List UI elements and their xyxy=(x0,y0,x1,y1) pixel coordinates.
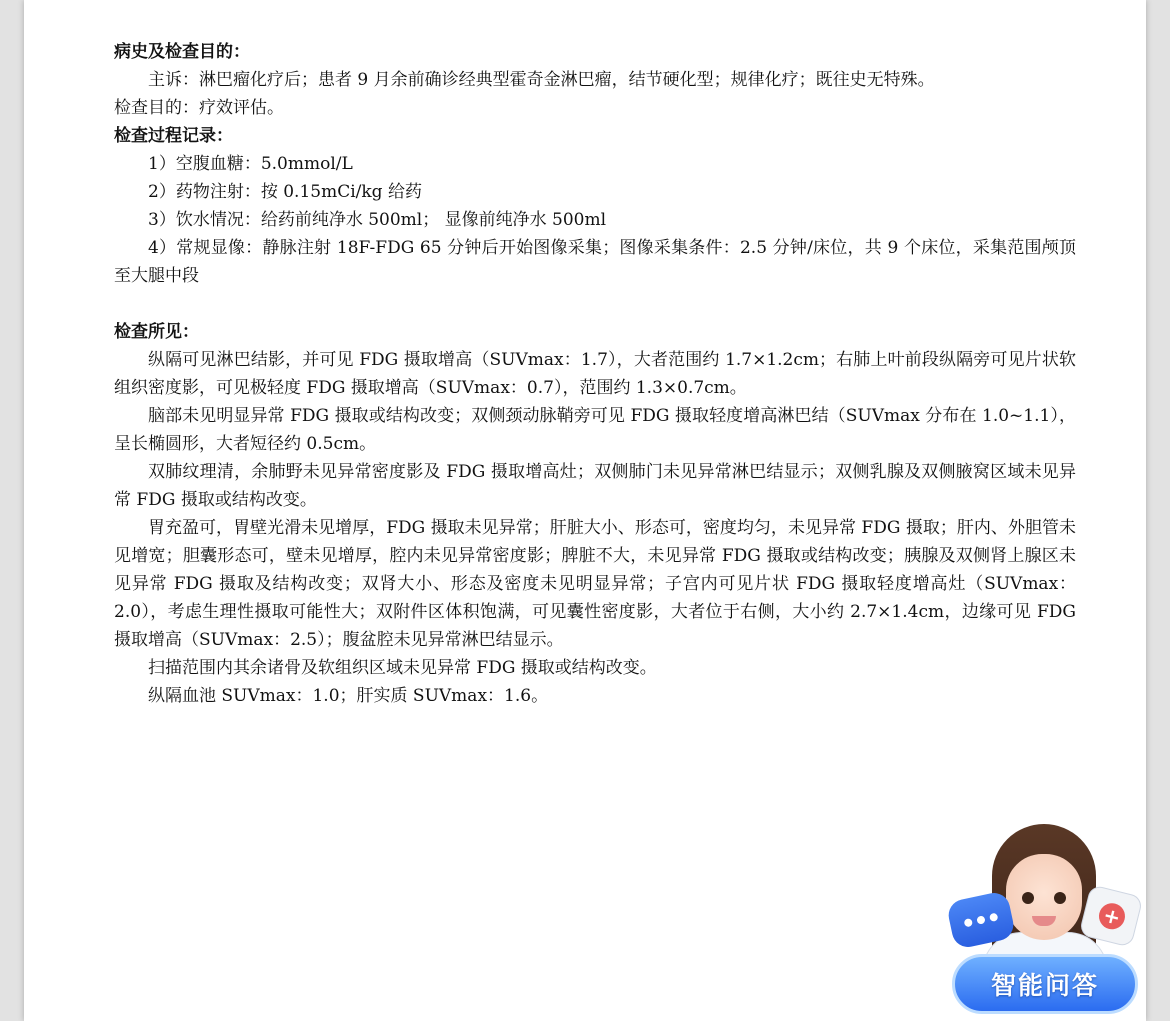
findings-paragraph: 脑部未见明显异常 FDG 摄取或结构改变；双侧颈动脉鞘旁可见 FDG 摄取轻度增高淋巴结（SUVmax 分布在 1.0~1.1），呈长椭圆形，大者短径约 0.5cm。 xyxy=(114,406,1076,454)
bubble-dot xyxy=(964,918,973,927)
procedure-item: 3）饮水情况：给药前纯净水 500ml； 显像前纯净水 500ml xyxy=(148,210,607,230)
chief-complaint: 主诉：淋巴瘤化疗后；患者 9 月余前确诊经典型霍奇金淋巴瘤，结节硬化型；规律化疗；既往史无特殊。 xyxy=(148,70,935,90)
smart-qa-button[interactable]: 智能问答 xyxy=(952,954,1138,1014)
findings-paragraph: 双肺纹理清，余肺野未见异常密度影及 FDG 摄取增高灶；双侧肺门未见异常淋巴结显示；双侧乳腺及双侧腋窝区域未见异常 FDG 摄取或结构改变。 xyxy=(114,462,1076,510)
findings-paragraph: 扫描范围内其余诸骨及软组织区域未见异常 FDG 摄取或结构改变。 xyxy=(148,658,657,678)
procedure-heading: 检查过程记录： xyxy=(114,126,233,146)
procedure-item: 2）药物注射：按 0.15mCi/kg 给药 xyxy=(148,182,422,202)
findings-paragraph: 纵隔血池 SUVmax：1.0；肝实质 SUVmax：1.6。 xyxy=(148,686,549,706)
eye-icon xyxy=(1054,892,1066,904)
bubble-dot xyxy=(976,915,985,924)
findings-body xyxy=(114,346,1076,710)
spacer xyxy=(114,290,1076,318)
medical-cross-icon: + xyxy=(1096,900,1128,932)
exam-purpose: 检查目的：疗效评估。 xyxy=(114,98,284,118)
procedure-item: 1）空腹血糖：5.0mmol/L xyxy=(148,154,353,174)
ai-assistant-widget[interactable] xyxy=(944,820,1144,1020)
findings-paragraph: 纵隔可见淋巴结影，并可见 FDG 摄取增高（SUVmax：1.7），大者范围约 1.7×1.2cm；右肺上叶前段纵隔旁可见片状软组织密度影，可见极轻度 FDG 摄取增高（SUVmax：0.7），范围约 1.3×0.7cm。 xyxy=(114,350,1076,398)
bubble-dot xyxy=(989,913,998,922)
procedure-item: 4）常规显像：静脉注射 18F-FDG 65 分钟后开始图像采集；图像采集条件：2.5 分钟/床位，共 9 个床位，采集范围颅顶至大腿中段 xyxy=(114,238,1076,286)
assistant-avatar xyxy=(1006,854,1082,940)
history-heading: 病史及检查目的： xyxy=(114,42,250,62)
findings-paragraph: 胃充盈可，胃壁光滑未见增厚，FDG 摄取未见异常；肝脏大小、形态可，密度均匀，未见异常 FDG 摄取；肝内、外胆管未见增宽；胆囊形态可，壁未见增厚，腔内未见异常密度影；脾脏不大，未见异常 FDG 摄取或结构改变；胰腺及双侧肾上腺区未见异常 FDG 摄取及结构改变；双肾大小、形态及密度未见明显异常；子宫内可见片状 FDG 摄取轻度增高灶（SUVmax：2.0），考虑生理性摄取可能性大；双附件区体积饱满，可见囊性密度影，大者位于右侧，大小约 2.7×1.4cm，边缘可见 FDG 摄取增高（SUVmax：2.5）；腹盆腔未见异常淋巴结显示。 xyxy=(114,518,1076,650)
findings-heading: 检查所见： xyxy=(114,322,199,342)
report-content xyxy=(114,38,1076,710)
smile-icon xyxy=(1032,916,1056,926)
eye-icon xyxy=(1022,892,1034,904)
